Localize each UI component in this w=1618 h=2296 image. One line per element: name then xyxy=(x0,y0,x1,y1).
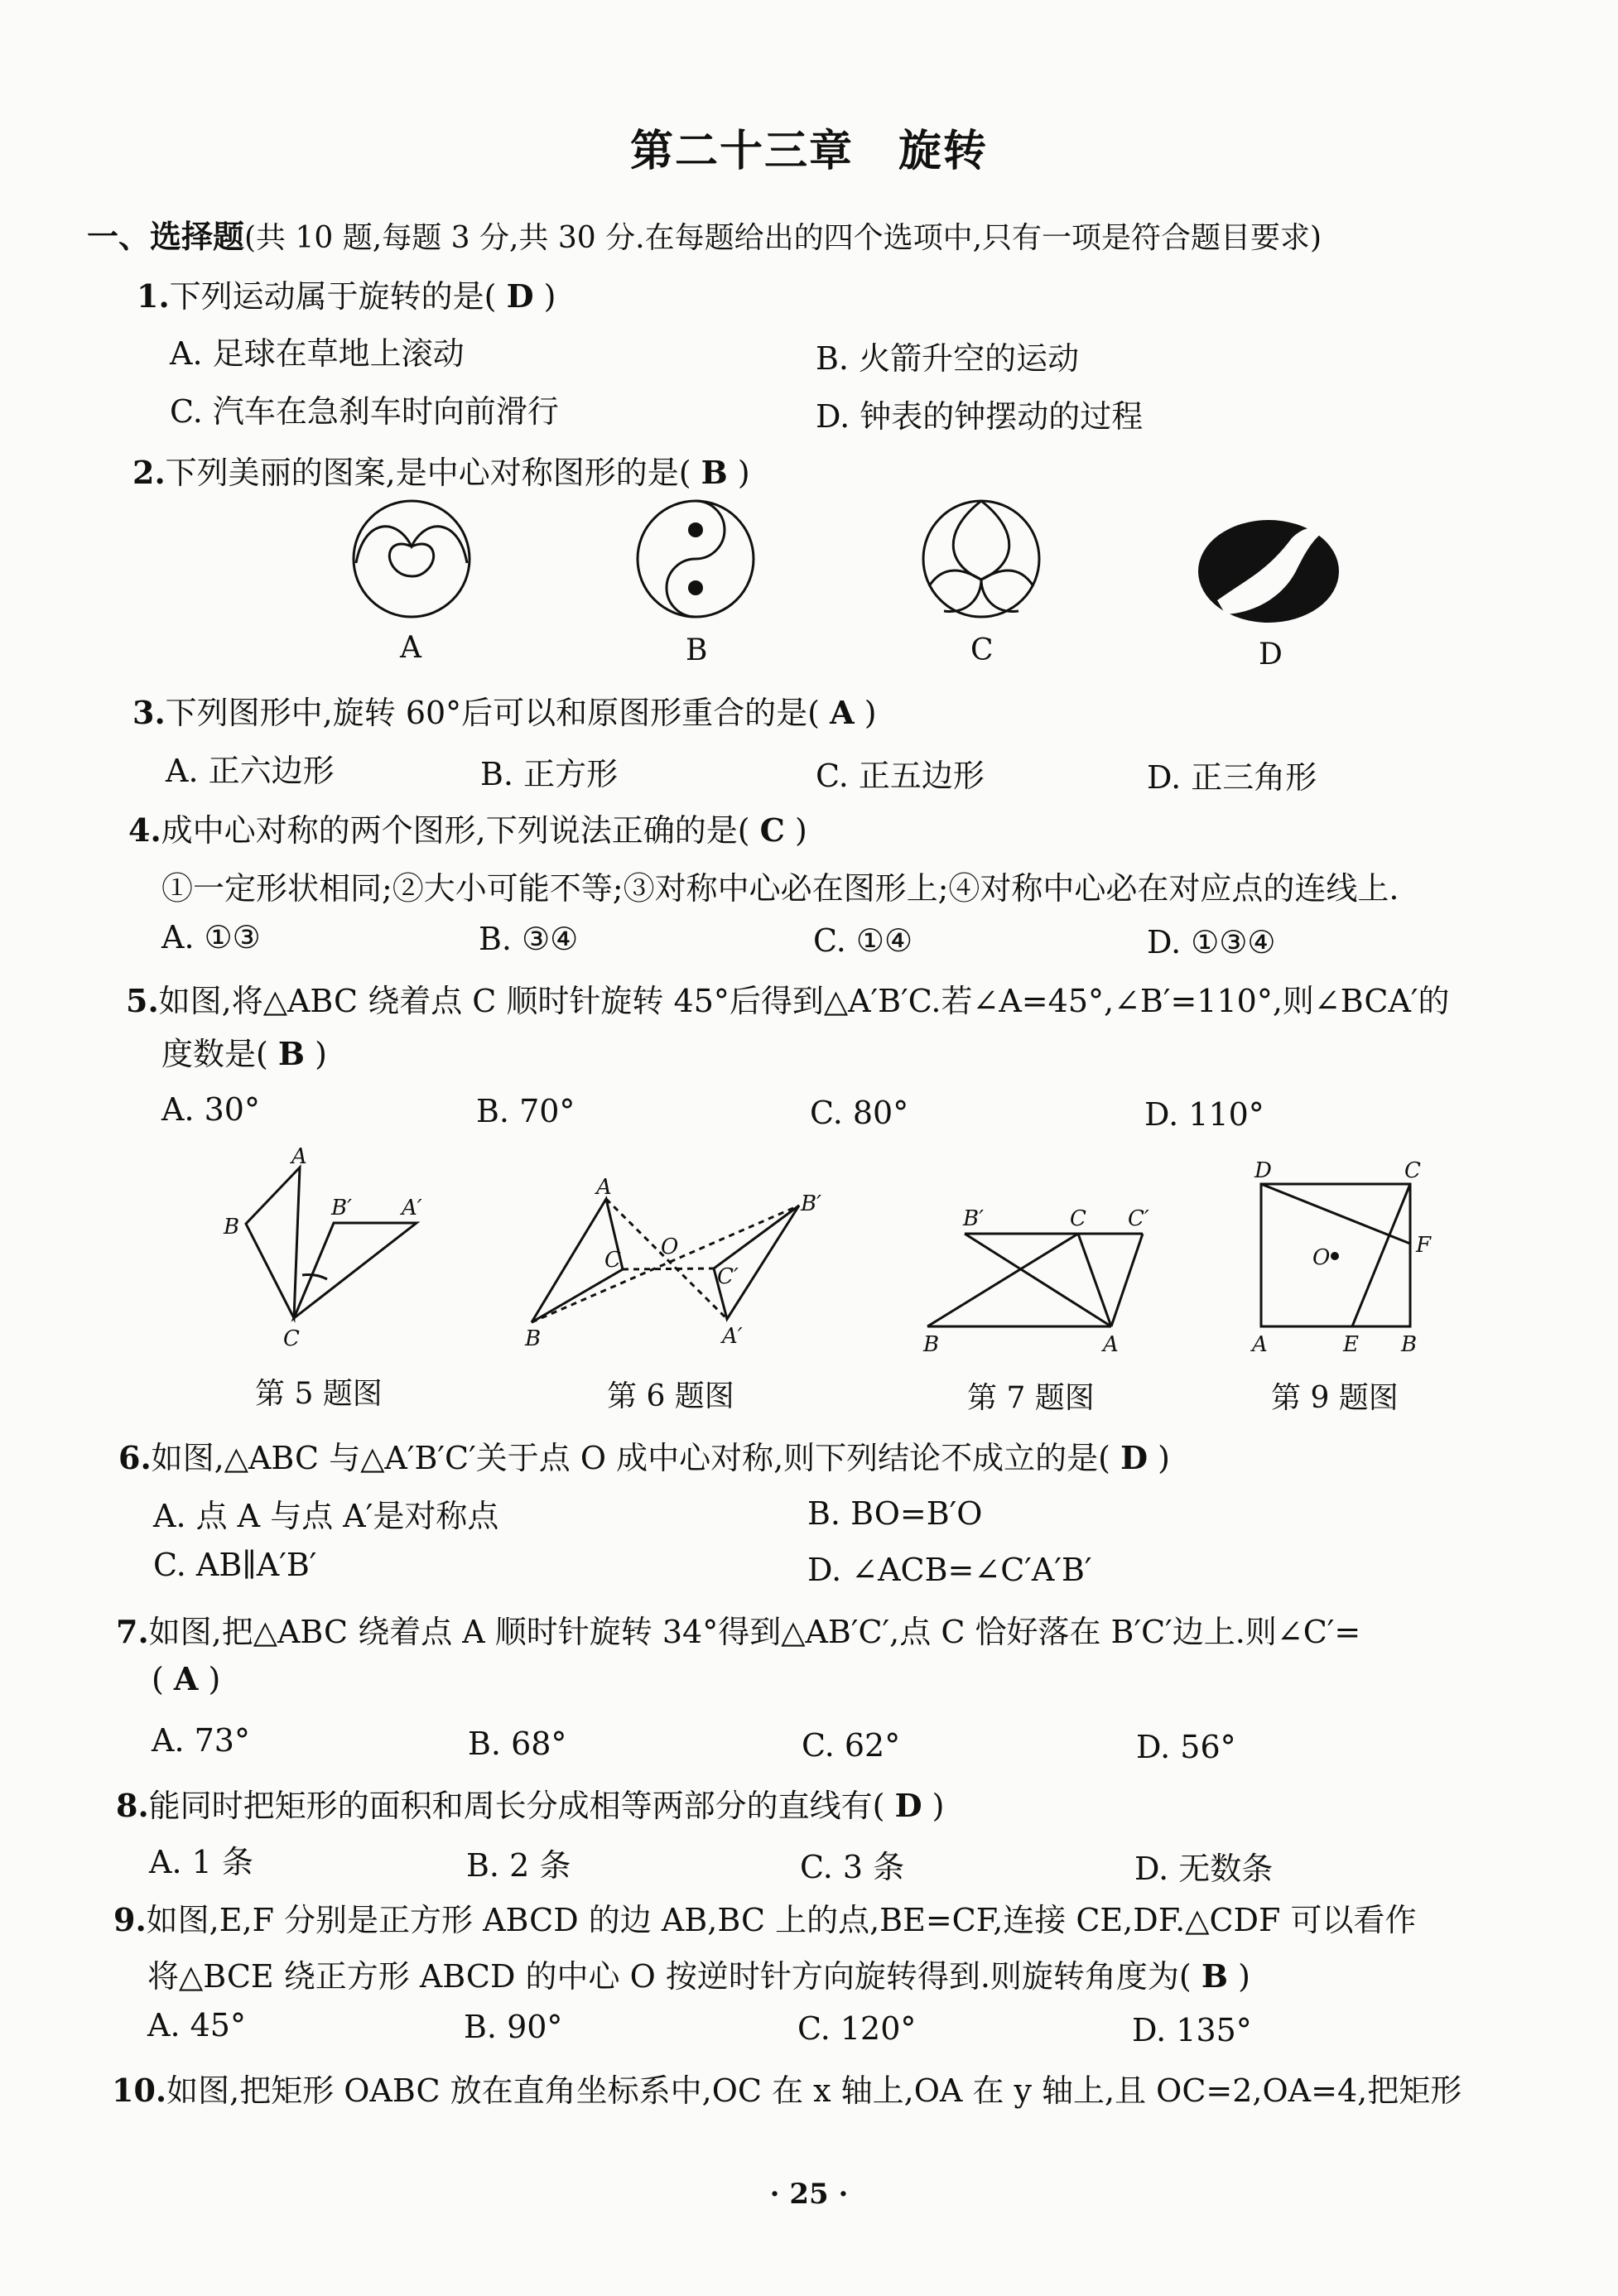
question-text: 如图,E,F 分别是正方形 ABCD 的边 AB,BC 上的点,BE=CF,连接 CE,DF.△CDF 可以看作 xyxy=(146,1902,1417,1938)
section-desc: (共 10 题,每题 3 分,共 30 分.在每题给出的四个选项中,只有一项是符合题目要求) xyxy=(244,221,1322,255)
fig9-label-f: F xyxy=(1416,1233,1432,1258)
question-9-line2 xyxy=(147,1951,1250,1996)
question-4-statements: ①一定形状相同;②大小可能不等;③对称中心必在图形上;④对称中心必在对应点的连线上. xyxy=(161,870,1399,907)
question-text: 下列图形中,旋转 60°后可以和原图形重合的是( xyxy=(165,695,821,731)
fig9-label-d: D xyxy=(1254,1158,1272,1183)
option: C. 3 条 xyxy=(800,1849,905,1885)
question-number: 6. xyxy=(118,1439,152,1476)
option: C. 62° xyxy=(802,1727,901,1764)
paren: ) xyxy=(864,695,877,731)
question-8 xyxy=(116,1780,944,1826)
paren: ) xyxy=(315,1036,327,1072)
question-text: 如图,将△ABC 绕着点 C 顺时针旋转 45°后得到△A′B′C.若∠A=45°,∠B′=110°,则∠BCA′的 xyxy=(158,983,1450,1019)
option: A. 73° xyxy=(152,1722,250,1759)
fig7-label-c-prime: C′ xyxy=(1128,1206,1149,1231)
option: A. 45° xyxy=(147,2007,246,2043)
option: B. 火箭升空的运动 xyxy=(816,340,1080,377)
question-10 xyxy=(112,2065,1461,2111)
option: A. 1 条 xyxy=(149,1844,253,1880)
fig7-label-b: B xyxy=(923,1332,940,1357)
question-number: 5. xyxy=(126,982,159,1019)
figure-5 xyxy=(223,1144,422,1351)
paren: ) xyxy=(1158,1440,1170,1476)
option: B. BO=B′O xyxy=(807,1495,983,1532)
answer: D xyxy=(506,277,534,315)
question-text: 如图,△ABC 与△A′B′C′关于点 O 成中心对称,则下列结论不成立的是( xyxy=(151,1440,1110,1476)
question-text: 能同时把矩形的面积和周长分成相等两部分的直线有( xyxy=(148,1788,885,1824)
fig6-label-c-prime: C′ xyxy=(717,1264,739,1289)
option: C. 120° xyxy=(797,2010,917,2047)
figure-7 xyxy=(922,1206,1149,1357)
question-7 xyxy=(116,1606,1360,1652)
fig7-label-b-prime: B′ xyxy=(963,1206,985,1231)
option: A. 30° xyxy=(161,1091,260,1128)
fig9-label-a: A xyxy=(1252,1332,1268,1357)
question-number: 8. xyxy=(116,1787,149,1824)
option: C. ①④ xyxy=(813,922,913,959)
page-number: · 25 · xyxy=(769,2178,849,2211)
answer: A xyxy=(173,1660,199,1697)
figure-label: A xyxy=(400,631,421,665)
fig9-label-c: C xyxy=(1404,1158,1421,1183)
option: A. ①③ xyxy=(161,919,261,955)
option: C. 汽车在急刹车时向前滑行 xyxy=(170,393,559,430)
option: D. 正三角形 xyxy=(1147,759,1317,796)
fig5-label-b: B xyxy=(224,1215,240,1239)
question-number: 2. xyxy=(132,454,166,491)
question-6 xyxy=(118,1432,1170,1478)
figure-label: D xyxy=(1259,638,1283,671)
option: C. AB∥A′B′ xyxy=(153,1547,317,1583)
question-9 xyxy=(113,1894,1416,1940)
paren: ) xyxy=(208,1661,221,1697)
fig5-label-a: A xyxy=(291,1144,307,1169)
question-text: 将△BCE 绕正方形 ABCD 的中心 O 按逆时针方向旋转得到.则旋转角度为( xyxy=(147,1958,1192,1995)
option: D. 无数条 xyxy=(1134,1851,1274,1887)
paren: ) xyxy=(932,1788,945,1824)
fig5-label-a-prime: A′ xyxy=(402,1196,422,1220)
option: A. 点 A 与点 A′是对称点 xyxy=(153,1498,499,1534)
answer: B xyxy=(701,454,728,491)
figure-6 xyxy=(524,1175,821,1351)
figure-label: C xyxy=(970,633,994,667)
answer: A xyxy=(830,694,855,731)
option: C. 正五边形 xyxy=(816,758,985,794)
option: B. 90° xyxy=(464,2009,563,2045)
option: D. ∠ACB=∠C′A′B′ xyxy=(807,1552,1092,1588)
figure-caption: 第 9 题图 xyxy=(1271,1381,1399,1415)
paren: ) xyxy=(1238,1958,1250,1995)
page-title: 第二十三章 旋转 xyxy=(629,126,988,176)
option: D. 135° xyxy=(1132,2012,1252,2048)
option: B. ③④ xyxy=(479,921,579,957)
question-text: 下列美丽的图案,是中心对称图形的是( xyxy=(165,455,691,491)
question-number: 9. xyxy=(113,1901,147,1938)
question-text: 下列运动属于旋转的是( xyxy=(169,278,497,315)
answer: D xyxy=(894,1787,922,1824)
fig6-label-a: A xyxy=(596,1175,612,1200)
fig5-label-b-prime: B′ xyxy=(331,1196,353,1220)
fig7-label-c: C xyxy=(1070,1206,1086,1231)
question-number: 1. xyxy=(137,277,170,315)
option: A. 正六边形 xyxy=(166,753,335,789)
figure-caption: 第 7 题图 xyxy=(967,1381,1095,1415)
question-text: 成中心对称的两个图形,下列说法正确的是( xyxy=(161,812,750,849)
option: B. 正方形 xyxy=(480,756,619,792)
fig9-label-b: B xyxy=(1401,1332,1418,1357)
paren: ) xyxy=(795,812,807,849)
question-number: 4. xyxy=(128,811,161,849)
question-text: 如图,把△ABC 绕着点 A 顺时针旋转 34°得到△AB′C′,点 C 恰好落在 B′C′边上.则∠C′= xyxy=(148,1614,1361,1650)
figure-caption: 第 6 题图 xyxy=(607,1379,734,1413)
fig6-label-c: C xyxy=(604,1248,621,1273)
option: D. 56° xyxy=(1136,1729,1236,1765)
paren: ) xyxy=(737,455,750,491)
option: B. 70° xyxy=(476,1093,575,1129)
fig6-label-o: O xyxy=(661,1235,679,1259)
fig6-label-b-prime: B′ xyxy=(801,1191,822,1216)
question-text: 如图,把矩形 OABC 放在直角坐标系中,OC 在 x 轴上,OA 在 y 轴上,且 OC=2,OA=4,把矩形 xyxy=(166,2072,1462,2109)
figure-caption: 第 5 题图 xyxy=(255,1377,383,1411)
paren: ) xyxy=(543,278,556,315)
question-number: 3. xyxy=(132,694,166,731)
option: C. 80° xyxy=(810,1095,909,1131)
fig6-label-b: B xyxy=(525,1326,542,1351)
fig7-label-a: A xyxy=(1103,1332,1119,1357)
option: B. 2 条 xyxy=(466,1847,571,1884)
question-text: 度数是( xyxy=(161,1036,268,1072)
option: D. 钟表的钟摆动的过程 xyxy=(816,398,1144,435)
paren: ( xyxy=(152,1661,164,1697)
section-head: 一、选择题 xyxy=(87,218,245,255)
answer: B xyxy=(1201,1957,1228,1995)
option: D. 110° xyxy=(1144,1096,1264,1133)
answer: B xyxy=(277,1035,306,1072)
fig6-label-a-prime: A′ xyxy=(722,1324,743,1349)
figure-9 xyxy=(1250,1158,1432,1357)
option: B. 68° xyxy=(468,1726,567,1762)
question-7-line2 xyxy=(152,1660,220,1697)
option: A. 足球在草地上滚动 xyxy=(170,335,465,372)
fig9-label-o: O xyxy=(1312,1245,1331,1270)
fig5-label-c: C xyxy=(283,1326,300,1351)
question-number: 10. xyxy=(112,2072,167,2109)
question-number: 7. xyxy=(116,1613,149,1650)
option: D. ①③④ xyxy=(1147,924,1276,960)
fig9-label-e: E xyxy=(1343,1332,1359,1357)
figure-label: B xyxy=(686,633,708,667)
answer: C xyxy=(759,811,785,849)
answer: D xyxy=(1120,1439,1148,1476)
